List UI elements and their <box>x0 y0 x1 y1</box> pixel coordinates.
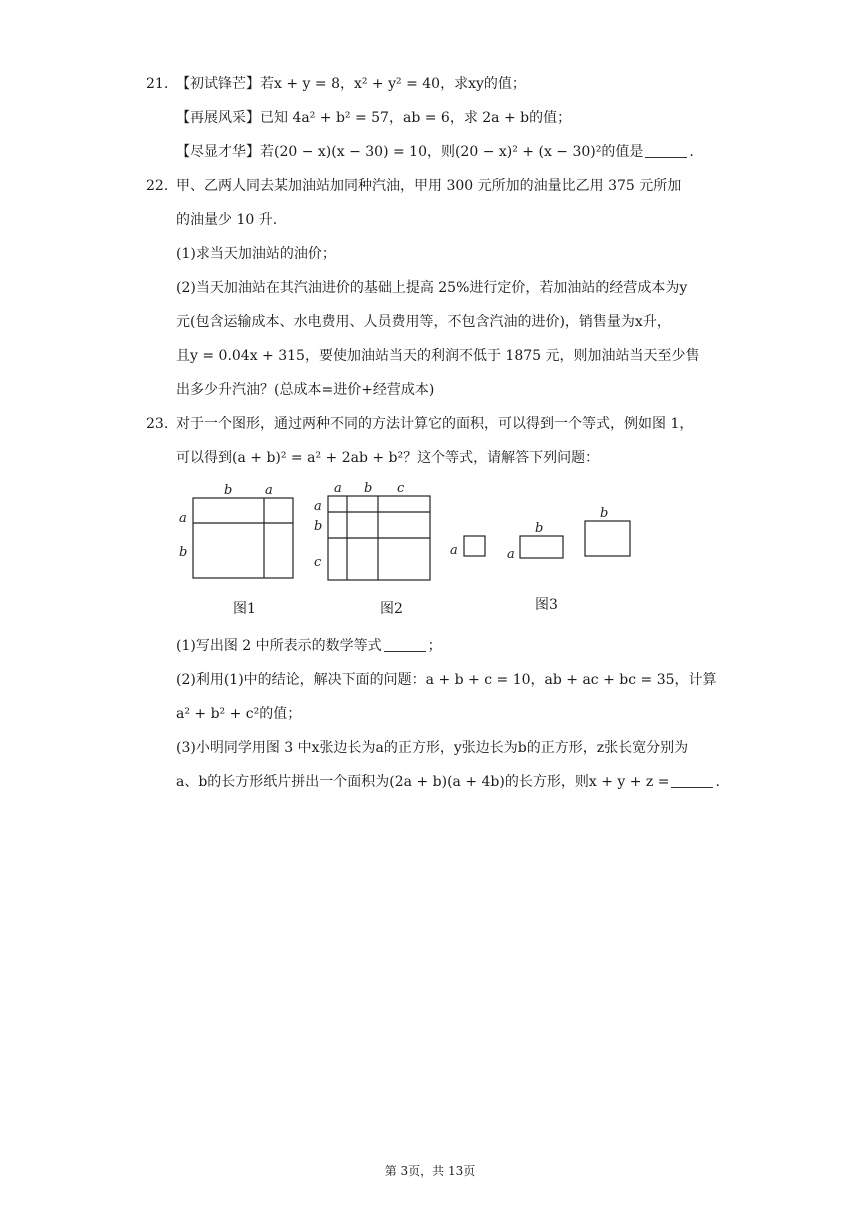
question-22-line-7: 出多少升汽油？(总成本=进价+经营成本) <box>176 382 435 398</box>
figure-3 <box>464 521 630 558</box>
answer-blank[interactable] <box>671 775 713 788</box>
answer-blank[interactable] <box>384 639 426 652</box>
figures-diagram <box>0 470 860 620</box>
question-22-line-4: (2)当天加油站在其汽油进价的基础上提高 25%进行定价，若加油站的经营成本为y <box>176 280 688 296</box>
figure-2 <box>328 496 430 580</box>
question-23-part-1 <box>176 636 442 656</box>
figure-2-label-b-side: b <box>314 519 323 534</box>
question-23-part-2-line-1: (2)利用(1)中的结论，解决下面的问题：a + b + c = 10，ab + ac + bc = 35，计算 <box>176 672 717 688</box>
part-end: ； <box>427 638 442 654</box>
question-23-part-3-line-1: (3)小明同学用图 3 中x张边长为a的正方形，y张边长为b的正方形，z张长宽分别为 <box>176 740 689 756</box>
figure-2-label-a-side: a <box>314 499 322 514</box>
part-text: 已知 4a² + b² = 57，ab = 6，求 2a + b的值； <box>260 110 572 126</box>
figure-3-rect-a-label: a <box>507 547 515 562</box>
question-21-number: 21. <box>146 76 169 92</box>
figure-3-caption: 图3 <box>535 597 558 613</box>
question-22-line-5: 元(包含运输成本、水电费用、人员费用等，不包含汽油的进价)，销售量为x升， <box>176 314 671 330</box>
question-22-line-1: 甲、乙两人同去某加油站加同种汽油，甲用 300 元所加的油量比乙用 375 元所加 <box>176 178 682 194</box>
figure-1 <box>193 498 293 578</box>
part-text: (1)写出图 2 中所表示的数学等式 <box>176 638 382 654</box>
question-23-part-2-line-2: a² + b² + c²的值； <box>176 706 302 722</box>
part-end: . <box>689 144 694 160</box>
part-text: a、b的长方形纸片拼出一个面积为(2a + b)(a + 4b)的长方形，则x + y + z = <box>176 774 670 790</box>
part-tag: 【初试锋芒】 <box>176 76 260 92</box>
question-23-line-1: 对于一个图形，通过两种不同的方法计算它的面积，可以得到一个等式，例如图 1， <box>176 416 694 432</box>
question-23-part-3-line-2 <box>176 772 720 792</box>
question-22-line-2: 的油量少 10 升. <box>176 212 278 228</box>
question-22-line-3: (1)求当天加油站的油价； <box>176 246 336 262</box>
figure-2-label-b-top: b <box>364 481 373 496</box>
figure-2-label-a-top: a <box>334 481 342 496</box>
figure-3-square-a-label: a <box>450 543 458 558</box>
figure-1-label-b-top: b <box>224 483 233 498</box>
part-tag: 【尽显才华】 <box>176 144 260 160</box>
figure-1-caption: 图1 <box>233 601 256 617</box>
figure-1-label-a-top: a <box>265 483 273 498</box>
figure-3-rect-b-label: b <box>535 521 544 536</box>
part-end: . <box>715 774 720 790</box>
figure-1-label-a-side: a <box>179 511 187 526</box>
figure-2-label-c-top: c <box>397 481 405 496</box>
figure-3-square-b-label: b <box>600 506 609 521</box>
question-21-part-2 <box>176 108 571 128</box>
question-23-line-2: 可以得到(a + b)² = a² + 2ab + b²？这个等式，请解答下列问题： <box>176 450 600 466</box>
part-text: 若x + y = 8，x² + y² = 40，求xy的值； <box>260 76 526 92</box>
figure-1-label-b-side: b <box>179 545 188 560</box>
figure-2-caption: 图2 <box>380 601 403 617</box>
answer-blank[interactable] <box>645 145 687 158</box>
part-tag: 【再展风采】 <box>176 110 260 126</box>
question-21-part-1 <box>176 74 526 94</box>
question-23-number: 23. <box>146 416 169 432</box>
part-text: 若(20 − x)(x − 30) = 10，则(20 − x)² + (x − 30)²的值是 <box>260 144 644 160</box>
question-22-line-6: 且y = 0.04x + 315，要使加油站当天的利润不低于 1875 元，则加油站当天至少售 <box>176 348 700 364</box>
figure-2-label-c-side: c <box>314 555 322 570</box>
question-22-number: 22. <box>146 178 169 194</box>
question-21-part-3 <box>176 142 694 162</box>
page-footer: 第 3页，共 13页 <box>384 1164 476 1178</box>
